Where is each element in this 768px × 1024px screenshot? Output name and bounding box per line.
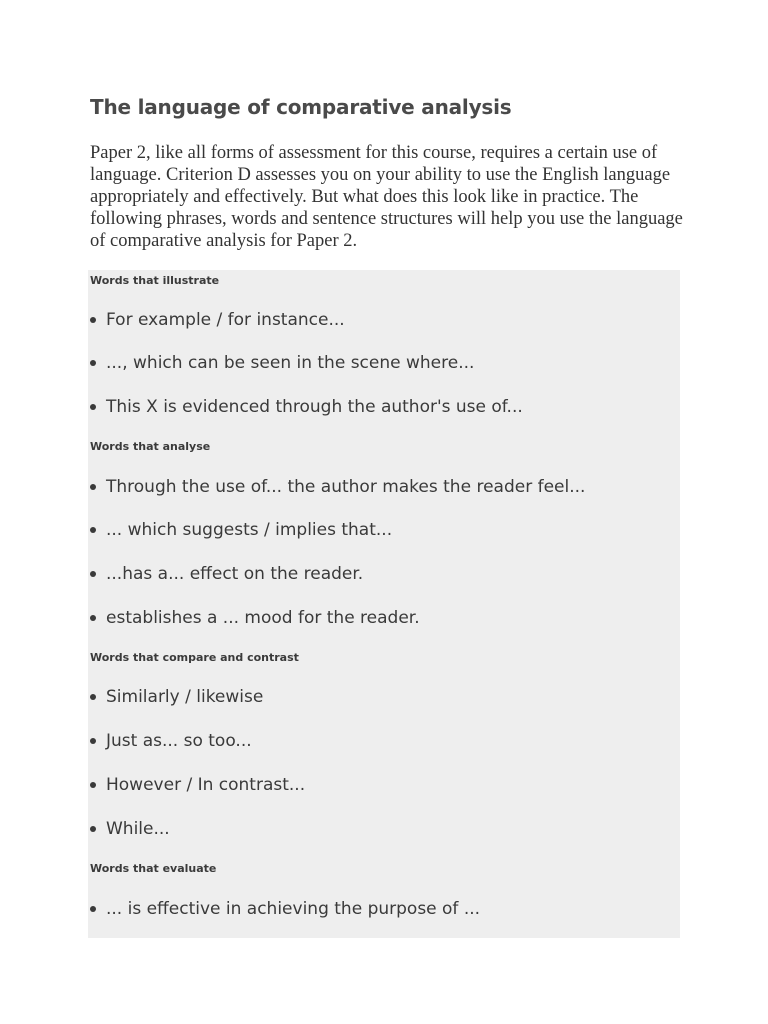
bullet-icon (90, 404, 96, 410)
list-item-text: For example / for instance... (106, 310, 345, 330)
list-item (90, 310, 345, 330)
list-item-text: Just as... so too... (106, 731, 252, 751)
bullet-icon (90, 615, 96, 621)
bullet-icon (90, 694, 96, 700)
phrases-panel (88, 270, 680, 938)
list-item (90, 353, 474, 373)
list-item (90, 564, 363, 584)
bullet-icon (90, 360, 96, 366)
section-heading-analyse: Words that analyse (90, 440, 211, 453)
list-item-text: This X is evidenced through the author's use of... (106, 397, 523, 417)
bullet-icon (90, 317, 96, 323)
list-item-text: ... which suggests / implies that... (106, 520, 393, 540)
list-item-text: ... is effective in achieving the purpose of ... (106, 899, 481, 919)
list-item-text: Through the use of... the author makes the reader feel... (106, 477, 586, 497)
list-item (90, 775, 305, 795)
list-item-text: Similarly / likewise (106, 687, 264, 707)
list-item-text: establishes a ... mood for the reader. (106, 608, 420, 628)
bullet-icon (90, 484, 96, 490)
list-item (90, 477, 585, 497)
list-item (90, 899, 480, 919)
list-item-text: ...has a... effect on the reader. (106, 564, 364, 584)
list-item-text: ..., which can be seen in the scene where... (106, 353, 475, 373)
list-item (90, 819, 170, 839)
list-item (90, 687, 263, 707)
page-title: The language of comparative analysis (90, 95, 512, 119)
list-item (90, 397, 523, 417)
bullet-icon (90, 571, 96, 577)
section-heading-compare: Words that compare and contrast (90, 651, 299, 664)
bullet-icon (90, 527, 96, 533)
list-item-text: However / In contrast... (106, 775, 306, 795)
list-item-text: While... (106, 819, 170, 839)
section-heading-illustrate: Words that illustrate (90, 274, 220, 287)
list-item (90, 608, 420, 628)
section-heading-evaluate: Words that evaluate (90, 862, 217, 875)
intro-paragraph: Paper 2, like all forms of assessment for this course, requires a certain use of language. Criterion D assesses you on your ability to use the English language appropriately and effectively. But what does this look like in practice. The following phrases, words and sentence structures will help you use the language of comparative analysis for Paper 2. (90, 143, 683, 251)
bullet-icon (90, 826, 96, 832)
bullet-icon (90, 738, 96, 744)
list-item (90, 520, 392, 540)
bullet-icon (90, 906, 96, 912)
list-item (90, 731, 252, 751)
bullet-icon (90, 782, 96, 788)
